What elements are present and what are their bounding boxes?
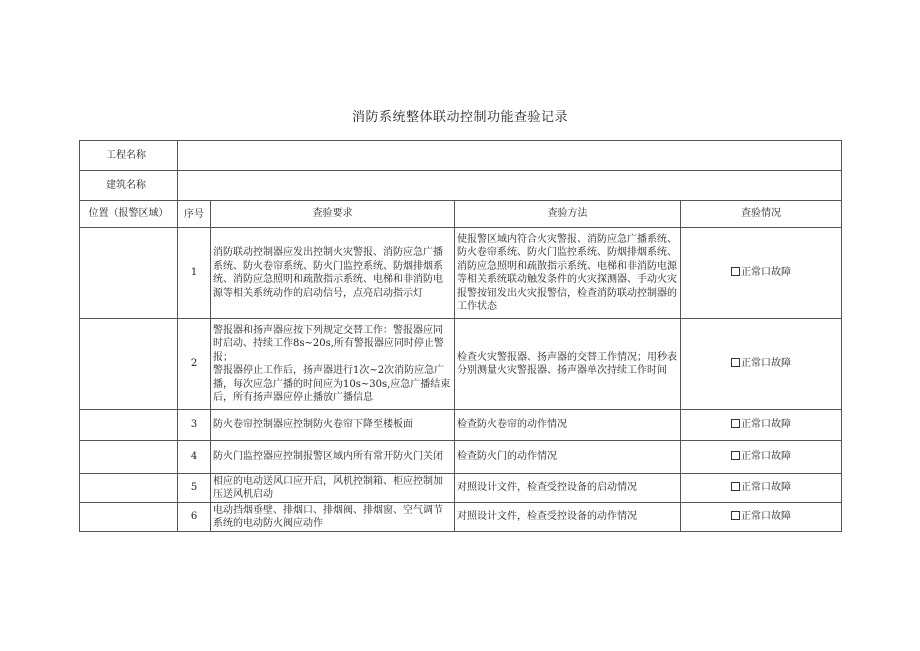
row-location[interactable] [80, 441, 178, 474]
header-status: 查验情况 [681, 201, 842, 228]
row-seq: 3 [178, 410, 211, 441]
row-status[interactable] [681, 503, 842, 532]
row-status[interactable] [681, 474, 842, 503]
row-method: 使报警区域内符合火灾警报、消防应急广播系统、防火卷帘系统、防火门监控系统、防烟排烟系统、消防应急照明和疏散指示系统、电梯和非消防电源等相关系统联动触发条件的火灾探测器、手动火灾报警按钮发出火灾报警信，检查消防联动控制器的工作状态 [455, 228, 681, 319]
row-status-text: 正常口故障 [741, 511, 791, 523]
row-status[interactable] [681, 228, 842, 319]
row-method: 检查火灾警报器、扬声器的交替工作情况；用秒表分别测量火灾警报器、扬声器单次持续工作时间 [455, 319, 681, 410]
table-row [80, 441, 842, 474]
row-method: 对照设计文件，检查受控设备的动作情况 [455, 503, 681, 532]
row-requirement: 防火卷帘控制器应控制防火卷帘下降至楼板面 [211, 410, 455, 441]
row-requirement: 电动挡烟垂壁、排烟口、排烟阀、排烟窗、空气调节系统的电动防火阀应动作 [211, 503, 455, 532]
row-location[interactable] [80, 319, 178, 410]
row-status[interactable] [681, 319, 842, 410]
table-row [80, 503, 842, 532]
table-row [80, 474, 842, 503]
row-status-text: 正常口故障 [741, 267, 791, 279]
row-seq: 1 [178, 228, 211, 319]
row-status-text: 正常口故障 [741, 451, 791, 463]
row-location[interactable] [80, 503, 178, 532]
project-name-label: 工程名称 [80, 141, 178, 171]
row-requirement: 防火门监控器应控制报警区域内所有常开防火门关闭 [211, 441, 455, 474]
table-row [80, 319, 842, 410]
row-requirement: 警报器和扬声器应按下列规定交替工作：警报器应同时启动、持续工作8s~20s,所有警报器应同时停止警报； 警报器停止工作后，扬声器进行1次~2次消防应急广播，每次应急广播的时间应为10s~30s,应急广播结束后，所有扬声器应停止播放广播信息 [211, 319, 455, 410]
table-header-row [80, 201, 842, 228]
project-name-row [80, 141, 842, 171]
row-seq: 4 [178, 441, 211, 474]
row-seq: 2 [178, 319, 211, 410]
row-method: 检查防火卷帘的动作情况 [455, 410, 681, 441]
row-method: 对照设计文件，检查受控设备的启动情况 [455, 474, 681, 503]
checkbox-icon[interactable] [731, 482, 740, 491]
checkbox-icon[interactable] [731, 511, 740, 520]
row-seq: 6 [178, 503, 211, 532]
table-row [80, 410, 842, 441]
checkbox-icon[interactable] [731, 451, 740, 460]
row-requirement: 消防联动控制器应发出控制火灾警报、消防应急广播系统、防火卷帘系统、防火门监控系统、防烟排烟系统、消防应急照明和疏散指示系统、电梯和非消防电源等相关系统动作的启动信号，点亮启动指示灯 [211, 228, 455, 319]
header-requirement: 查验要求 [211, 201, 455, 228]
row-status-text: 正常口故障 [741, 482, 791, 494]
row-location[interactable] [80, 228, 178, 319]
row-status[interactable] [681, 441, 842, 474]
row-status[interactable] [681, 410, 842, 441]
building-name-value[interactable] [178, 171, 842, 201]
document-title: 消防系统整体联动控制功能查验记录 [351, 110, 568, 125]
row-status-text: 正常口故障 [741, 358, 791, 370]
row-location[interactable] [80, 410, 178, 441]
checkbox-icon[interactable] [731, 358, 740, 367]
checkbox-icon[interactable] [731, 419, 740, 428]
row-seq: 5 [178, 474, 211, 503]
row-location[interactable] [80, 474, 178, 503]
row-requirement: 相应的电动送风口应开启，风机控制箱、柜应控制加压送风机启动 [211, 474, 455, 503]
row-method: 检查防火门的动作情况 [455, 441, 681, 474]
inspection-record-table [79, 140, 842, 532]
building-name-row [80, 171, 842, 201]
header-method: 查验方法 [455, 201, 681, 228]
header-seq: 序号 [178, 201, 211, 228]
table-row [80, 228, 842, 319]
project-name-value[interactable] [178, 141, 842, 171]
header-location: 位置（报警区域） [80, 201, 178, 228]
checkbox-icon[interactable] [731, 267, 740, 276]
building-name-label: 建筑名称 [80, 171, 178, 201]
row-status-text: 正常口故障 [741, 419, 791, 431]
